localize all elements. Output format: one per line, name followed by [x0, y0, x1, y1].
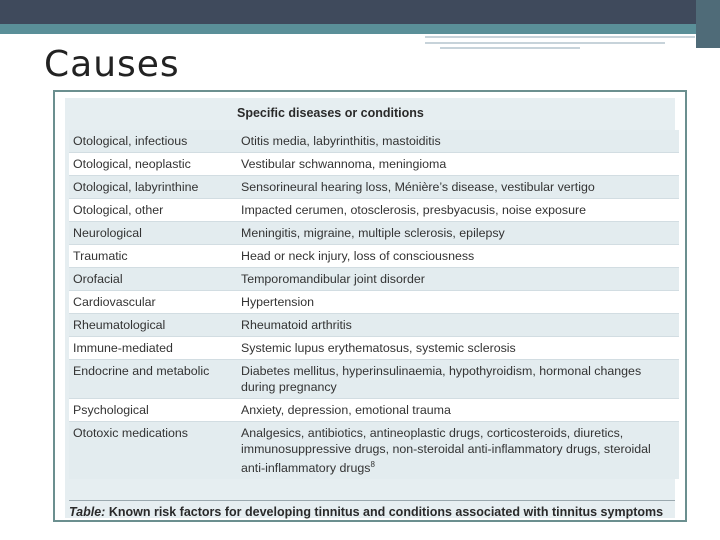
conditions-cell [237, 176, 679, 199]
conditions-text: Head or neck injury, loss of consciousness [241, 249, 475, 263]
conditions-cell [237, 245, 679, 268]
table-row [69, 314, 679, 337]
table-row [69, 268, 679, 291]
table-container [65, 98, 675, 518]
conditions-cell [237, 153, 679, 176]
conditions-text: Sensorineural hearing loss, Ménière’s disease, vestibular vertigo [241, 180, 595, 194]
slide-top-bar [0, 0, 720, 24]
table-row [69, 337, 679, 360]
slide-decor-line [440, 47, 580, 49]
conditions-cell [237, 337, 679, 360]
category-cell: Cardiovascular [69, 291, 237, 314]
slide-corner-block [696, 0, 720, 48]
table-row [69, 291, 679, 314]
table-row [69, 199, 679, 222]
category-cell: Traumatic [69, 245, 237, 268]
category-cell: Endocrine and metabolic [69, 360, 237, 399]
conditions-cell [237, 399, 679, 422]
conditions-text: Analgesics, antibiotics, antineoplastic drugs, corticosteroids, diuretics, immunosuppressive drugs, non-steroidal anti-inflammatory drugs, steroidal anti-inflammatory drugs [241, 426, 651, 476]
category-cell: Ototoxic medications [69, 422, 237, 480]
table-row [69, 176, 679, 199]
table-row [69, 399, 679, 422]
conditions-text: Hypertension [241, 295, 315, 309]
table-row [69, 360, 679, 399]
table-row [69, 153, 679, 176]
conditions-text: Meningitis, migraine, multiple sclerosis, epilepsy [241, 226, 505, 240]
conditions-text: Impacted cerumen, otosclerosis, presbyacusis, noise exposure [241, 203, 587, 217]
slide-accent-stripe [0, 24, 720, 34]
conditions-text: Vestibular schwannoma, meningioma [241, 157, 447, 171]
category-cell: Immune-mediated [69, 337, 237, 360]
table-row [69, 245, 679, 268]
conditions-text: Rheumatoid arthritis [241, 318, 352, 332]
caption-text: Known risk factors for developing tinnitus and conditions associated with tinnitus symptoms [108, 505, 664, 519]
column-header-conditions: Specific diseases or conditions [237, 106, 424, 120]
table-row [69, 130, 679, 153]
conditions-cell [237, 422, 679, 480]
conditions-text: Temporomandibular joint disorder [241, 272, 425, 286]
category-cell: Rheumatological [69, 314, 237, 337]
conditions-cell [237, 360, 679, 399]
conditions-cell [237, 291, 679, 314]
category-cell: Orofacial [69, 268, 237, 291]
category-cell: Otological, infectious [69, 130, 237, 153]
category-cell: Otological, labyrinthine [69, 176, 237, 199]
slide-decor-line [425, 42, 665, 44]
conditions-text: Systemic lupus erythematosus, systemic sclerosis [241, 341, 516, 355]
conditions-cell [237, 268, 679, 291]
category-cell: Neurological [69, 222, 237, 245]
conditions-cell [237, 222, 679, 245]
conditions-text: Anxiety, depression, emotional trauma [241, 403, 451, 417]
conditions-cell [237, 130, 679, 153]
category-cell: Otological, neoplastic [69, 153, 237, 176]
table-image-panel [53, 90, 687, 522]
conditions-cell [237, 199, 679, 222]
category-cell: Psychological [69, 399, 237, 422]
reference-marker: 8 [370, 460, 375, 469]
table-caption [69, 500, 675, 519]
category-cell: Otological, other [69, 199, 237, 222]
caption-label: Table: [69, 505, 106, 519]
table-row [69, 422, 679, 480]
risk-factors-table [69, 130, 679, 479]
slide-decor-line [425, 36, 695, 38]
table-row [69, 222, 679, 245]
conditions-cell [237, 314, 679, 337]
conditions-text: Otitis media, labyrinthitis, mastoiditis [241, 134, 441, 148]
slide-title: Causes [44, 44, 180, 85]
conditions-text: Diabetes mellitus, hyperinsulinaemia, hypothyroidism, hormonal changes during pregnancy [241, 364, 642, 394]
